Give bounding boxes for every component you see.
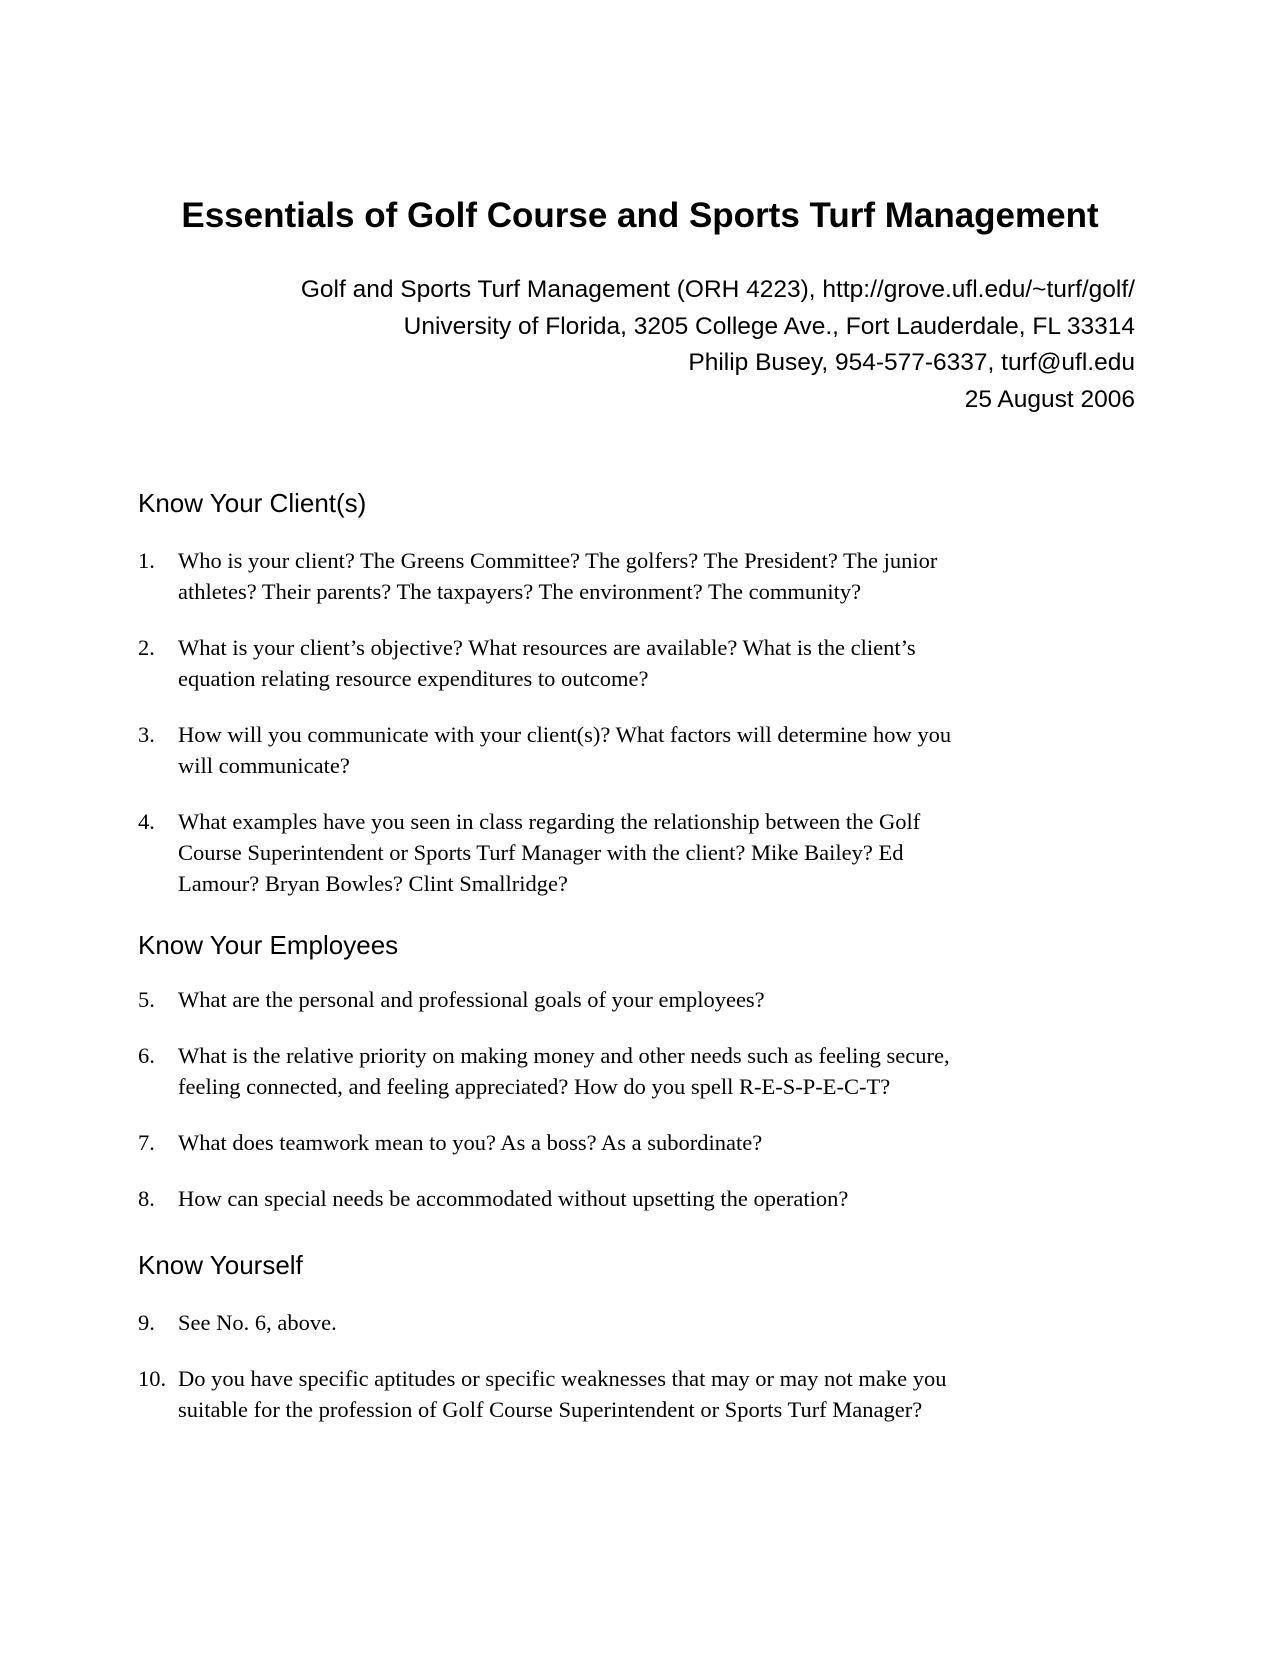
item-text [178, 632, 1138, 694]
item-number: 10. [138, 1366, 167, 1391]
item-number: 5. [138, 987, 155, 1012]
item-number: 4. [138, 809, 155, 834]
section-heading-yourself: Know Yourself [138, 1250, 303, 1280]
item-line: Do you have specific aptitudes or specific weaknesses that may or may not make you [178, 1366, 947, 1391]
item-text [178, 1307, 1138, 1338]
list-item [138, 1183, 1138, 1214]
list-item [138, 1307, 1138, 1338]
list-item [138, 719, 1138, 781]
item-line: What are the personal and professional goals of your employees? [178, 987, 765, 1012]
document-header-info [301, 272, 1135, 418]
item-line: How will you communicate with your client(s)? What factors will determine how you [178, 722, 952, 747]
item-line: suitable for the profession of Golf Course Superintendent or Sports Turf Manager? [178, 1397, 923, 1422]
section-heading-clients: Know Your Client(s) [138, 488, 367, 518]
item-line: Who is your client? The Greens Committee? The golfers? The President? The junior [178, 548, 938, 573]
item-line: athletes? Their parents? The taxpayers? The environment? The community? [178, 579, 862, 604]
item-number: 3. [138, 722, 155, 747]
item-text [178, 1127, 1138, 1158]
item-text [178, 719, 1138, 781]
item-text [178, 1040, 1138, 1102]
address-line: University of Florida, 3205 College Ave., Fort Lauderdale, FL 33314 [403, 312, 1135, 340]
item-line: What is the relative priority on making money and other needs such as feeling secure, [178, 1043, 950, 1068]
item-number: 8. [138, 1186, 155, 1211]
list-item [138, 1363, 1138, 1425]
item-number: 1. [138, 548, 155, 573]
item-text [178, 545, 1138, 607]
list-item [138, 632, 1138, 694]
item-line: What examples have you seen in class regarding the relationship between the Golf [178, 809, 921, 834]
item-line: equation relating resource expenditures to outcome? [178, 666, 649, 691]
item-number: 2. [138, 635, 155, 660]
list-item [138, 1040, 1138, 1102]
document-title: Essentials of Golf Course and Sports Turf Management [181, 196, 1099, 235]
item-text [178, 984, 1138, 1015]
list-item [138, 984, 1138, 1015]
list-item [138, 806, 1138, 899]
item-text [178, 1363, 1138, 1425]
section-heading-employees: Know Your Employees [138, 930, 399, 960]
item-line: How can special needs be accommodated without upsetting the operation? [178, 1186, 849, 1211]
item-line: feeling connected, and feeling appreciated? How do you spell R-E-S-P-E-C-T? [178, 1074, 891, 1099]
list-item [138, 1127, 1138, 1158]
item-line: What is your client’s objective? What resources are available? What is the client’s [178, 635, 916, 660]
item-number: 6. [138, 1043, 155, 1068]
item-number: 9. [138, 1310, 155, 1335]
item-text [178, 1183, 1138, 1214]
item-text [178, 806, 1138, 899]
item-number: 7. [138, 1130, 155, 1155]
contact-line: Philip Busey, 954-577-6337, turf@ufl.edu [688, 349, 1135, 376]
item-line: See No. 6, above. [178, 1310, 337, 1335]
course-info-line: Golf and Sports Turf Management (ORH 4223), http://grove.ufl.edu/~turf/golf/ [300, 276, 1135, 303]
item-line: will communicate? [178, 753, 350, 778]
item-line: Course Superintendent or Sports Turf Manager with the client? Mike Bailey? Ed [178, 840, 904, 865]
item-line: Lamour? Bryan Bowles? Clint Smallridge? [178, 871, 568, 896]
date-line: 25 August 2006 [964, 385, 1135, 413]
item-line: What does teamwork mean to you? As a boss? As a subordinate? [178, 1130, 763, 1155]
list-item [138, 545, 1138, 607]
